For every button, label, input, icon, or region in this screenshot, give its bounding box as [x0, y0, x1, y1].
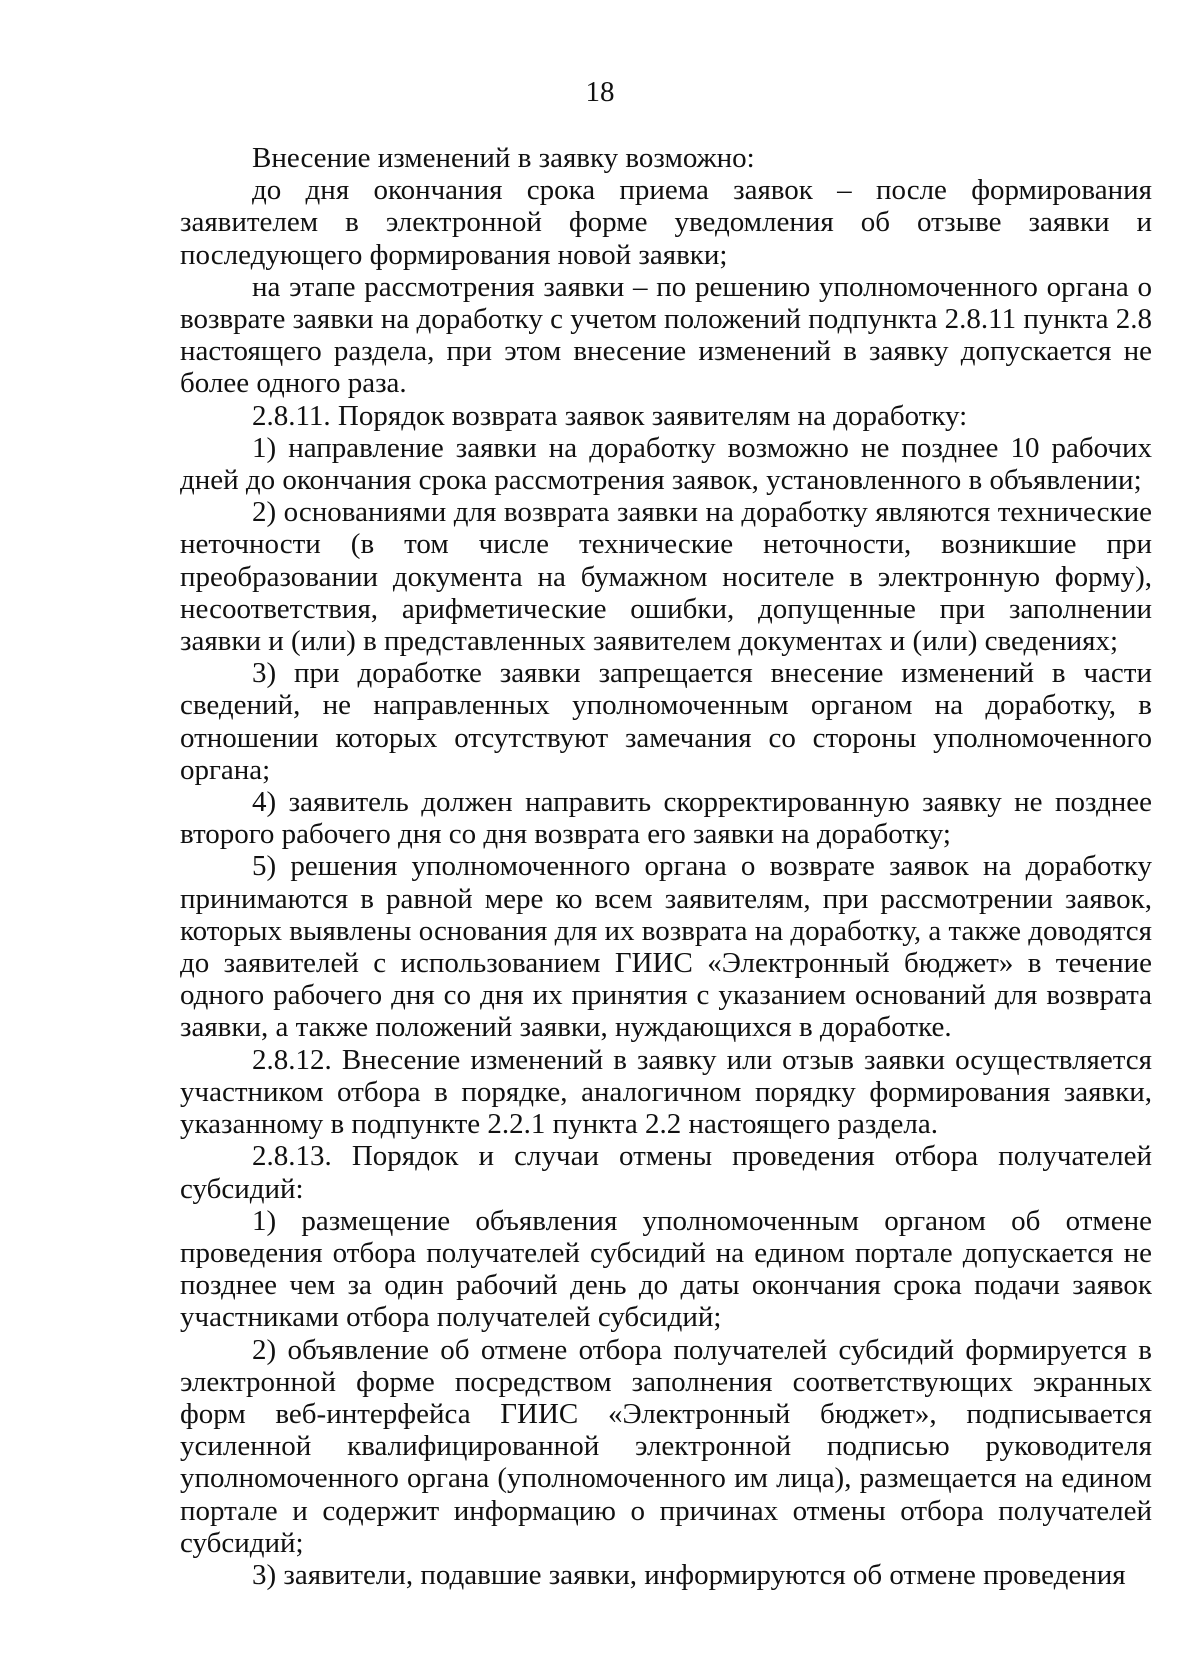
- paragraph: на этапе рассмотрения заявки – по решению уполномоченного органа о возврате заявки на доработку с учетом положений подпункта 2.8.11 пункта 2.8 настоящего раздела, при этом внесение изменений в заявку допускается не более одного раза.: [180, 270, 1152, 400]
- paragraph: 1) размещение объявления уполномоченным органом об отмене проведения отбора получателей субсидий на едином портале допускается не позднее чем за один рабочий день до даты окончания срока подачи заявок участниками отбора получателей субсидий;: [180, 1204, 1152, 1334]
- page-number: 18: [585, 76, 615, 108]
- paragraph: Внесение изменений в заявку возможно:: [252, 142, 755, 174]
- paragraph: 4) заявитель должен направить скорректированную заявку не позднее второго рабочего дня со дня возврата его заявки на доработку;: [180, 786, 1152, 851]
- paragraph: 2.8.12. Внесение изменений в заявку или отзыв заявки осуществляется участником отбора в порядке, аналогичном порядку формирования заявки, указанному в подпункте 2.2.1 пункта 2.2 настоящего раздела.: [180, 1043, 1152, 1141]
- paragraph: 1) направление заявки на доработку возможно не позднее 10 рабочих дней до окончания срока рассмотрения заявок, установленного в объявлении;: [180, 431, 1152, 497]
- document-body: [180, 142, 1152, 1591]
- paragraph: 2) объявление об отмене отбора получателей субсидий формируется в электронной форме посредством заполнения соответствующих экранных форм веб-интерфейса ГИИС «Электронный бюджет», подписывается усиленной квалифицированной электронной подписью руководителя уполномоченного органа (уполномоченного им лица), размещается на едином портале и содержит информацию о причинах отмены отбора получателей субсидий;: [180, 1333, 1152, 1559]
- paragraph: 5) решения уполномоченного органа о возврате заявок на доработку принимаются в равной мере ко всем заявителям, при рассмотрении заявок, которых выявлены основания для их возврата на доработку, а также доводятся до заявителей с использованием ГИИС «Электронный бюджет» в течение одного рабочего дня со дня их принятия с указанием оснований для возврата заявки, а также положений заявки, нуждающихся в доработке.: [180, 850, 1152, 1044]
- paragraph: 2.8.13. Порядок и случаи отмены проведения отбора получателей субсидий:: [180, 1140, 1152, 1205]
- paragraph: 2) основаниями для возврата заявки на доработку являются технические неточности (в том числе технические неточности, возникшие при преобразовании документа на бумажном носителе в электронную форму), несоответствия, арифметические ошибки, допущенные при заполнении заявки и (или) в представленных заявителем документах и (или) сведениях;: [180, 496, 1152, 658]
- paragraph: 2.8.11. Порядок возврата заявок заявителям на доработку:: [252, 399, 968, 432]
- paragraph: 3) заявители, подавшие заявки, информируются об отмене проведения: [252, 1558, 1126, 1591]
- paragraph: до дня окончания срока приема заявок – после формирования заявителем в электронной форме уведомления об отзыве заявки и последующего формирования новой заявки;: [180, 174, 1152, 271]
- paragraph: 3) при доработке заявки запрещается внесение изменений в части сведений, не направленных уполномоченным органом на доработку, в отношении которых отсутствуют замечания со стороны уполномоченного органа;: [180, 657, 1152, 786]
